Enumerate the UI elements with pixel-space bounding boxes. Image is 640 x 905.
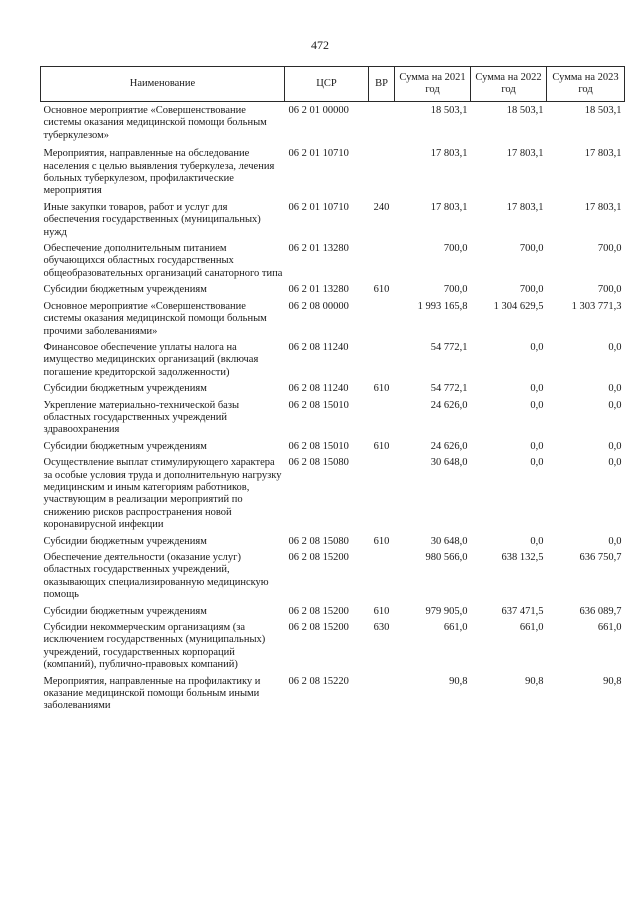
row-sum-2023: 636 750,7 xyxy=(579,552,622,563)
row-sum-2021: 661,0 xyxy=(443,622,468,634)
row-vr xyxy=(369,301,395,342)
header-name: Наименование xyxy=(41,67,285,102)
row-csr: 06 2 08 15010 xyxy=(288,399,349,411)
row-vr xyxy=(369,552,395,606)
row-sum-2022: 0,0 xyxy=(530,383,544,395)
row-sum-2023: 18 503,1 xyxy=(584,105,622,116)
row-csr: 06 2 08 15080 xyxy=(288,535,349,547)
row-vr xyxy=(369,243,395,284)
row-vr xyxy=(369,457,395,535)
table-row xyxy=(41,536,625,552)
row-sum-2022: 661,0 xyxy=(519,622,544,634)
table-row xyxy=(41,102,625,149)
row-sum-2022: 1 304 629,5 xyxy=(493,300,544,312)
row-sum-2023: 700,0 xyxy=(597,284,622,296)
row-sum-2021: 979 905,0 xyxy=(425,605,468,617)
row-sum-2022: 700,0 xyxy=(519,284,544,296)
table-row xyxy=(41,301,625,342)
table-row xyxy=(41,622,625,676)
header-vr: ВР xyxy=(369,67,395,102)
row-csr: 06 2 08 00000 xyxy=(288,300,349,312)
row-csr: 06 2 08 11240 xyxy=(288,341,349,353)
table-row xyxy=(41,457,625,535)
row-sum-2021: 54 772,1 xyxy=(430,341,468,353)
table-row xyxy=(41,441,625,457)
row-name: Субсидии бюджетным учреждениям xyxy=(43,284,207,296)
row-sum-2023: 1 303 771,3 xyxy=(571,300,622,312)
row-sum-2023: 661,0 xyxy=(597,622,622,634)
row-vr xyxy=(369,342,395,383)
table-row xyxy=(41,606,625,622)
row-sum-2021: 30 648,0 xyxy=(430,535,468,547)
row-name: Мероприятия, направленные на профилактику и оказание медицинской помощи больным иными заболеваниями xyxy=(43,675,261,712)
row-sum-2022: 0,0 xyxy=(530,535,544,547)
header-sum-2022: Сумма на 2022 год xyxy=(471,67,547,102)
row-csr: 06 2 01 13280 xyxy=(288,243,349,255)
row-name: Финансовое обеспечение уплаты налога на имущество медицинских организаций (включая погашение кредиторской задолженности) xyxy=(43,341,259,378)
row-vr: 610 xyxy=(373,440,390,452)
row-sum-2023: 17 803,1 xyxy=(584,201,622,213)
row-sum-2022: 17 803,1 xyxy=(506,201,544,213)
row-csr: 06 2 08 15200 xyxy=(288,622,349,634)
row-name: Основное мероприятие «Совершенствование системы оказания медицинской помощи больным туберкулезом» xyxy=(43,105,267,141)
row-csr: 06 2 08 15200 xyxy=(288,552,349,563)
row-sum-2023: 0,0 xyxy=(608,383,622,395)
row-name: Иные закупки товаров, работ и услуг для обеспечения государственных (муниципальных) нужд xyxy=(43,201,261,238)
row-vr: 610 xyxy=(373,605,390,617)
row-sum-2021: 1 993 165,8 xyxy=(417,300,468,312)
row-sum-2023: 0,0 xyxy=(608,535,622,547)
row-name: Обеспечение дополнительным питанием обучающихся областных государственных общеобразовательных организаций санаторного типа xyxy=(43,243,283,279)
row-sum-2021: 24 626,0 xyxy=(430,399,468,411)
row-csr: 06 2 01 10710 xyxy=(288,148,349,160)
table-row xyxy=(41,202,625,243)
row-sum-2021: 54 772,1 xyxy=(430,383,468,395)
table-row xyxy=(41,243,625,284)
table-row xyxy=(41,342,625,383)
table-row xyxy=(41,400,625,441)
table-row xyxy=(41,148,625,202)
row-sum-2022: 0,0 xyxy=(530,457,544,469)
row-sum-2023: 17 803,1 xyxy=(584,148,622,160)
row-sum-2021: 980 566,0 xyxy=(425,552,468,563)
row-vr xyxy=(369,676,395,721)
row-sum-2023: 636 089,7 xyxy=(579,605,622,617)
row-vr xyxy=(369,148,395,202)
row-sum-2021: 30 648,0 xyxy=(430,457,468,469)
row-sum-2023: 0,0 xyxy=(608,457,622,469)
row-sum-2023: 90,8 xyxy=(603,675,622,687)
row-name: Осуществление выплат стимулирующего характера за особые условия труда и дополнительную нагрузку медицинским и иным категориям работников, участвующим в реализации мероприятий по снижению рисков распространения новой коронавирусной инфекции xyxy=(43,457,282,531)
row-name: Основное мероприятие «Совершенствование системы оказания медицинской помощи больным прочими заболеваниями» xyxy=(43,300,267,337)
row-name: Укрепление материально-технической базы областных государственных учреждений здравоохранения xyxy=(43,399,240,436)
row-vr: 610 xyxy=(373,284,390,296)
row-sum-2023: 0,0 xyxy=(608,440,622,452)
row-sum-2022: 637 471,5 xyxy=(501,605,544,617)
row-name: Мероприятия, направленные на обследование населения с целью выявления туберкулеза, лечения больных туберкулезом, профилактические мероприятия xyxy=(43,148,275,197)
header-csr: ЦСР xyxy=(285,67,369,102)
row-sum-2022: 0,0 xyxy=(530,399,544,411)
row-csr: 06 2 01 00000 xyxy=(288,105,349,116)
row-csr: 06 2 08 15220 xyxy=(288,675,349,687)
table-body xyxy=(41,102,625,721)
page-number: 472 xyxy=(311,38,329,52)
row-csr: 06 2 01 10710 xyxy=(288,201,349,213)
row-sum-2022: 90,8 xyxy=(525,675,544,687)
row-sum-2022: 17 803,1 xyxy=(506,148,544,160)
row-csr: 06 2 08 15080 xyxy=(288,457,349,469)
row-sum-2022: 0,0 xyxy=(530,341,544,353)
row-vr xyxy=(369,102,395,149)
row-name: Субсидии некоммерческим организациям (за исключением государственных (муниципальных) учреждений, государственных корпораций (компаний), публично-правовых компаний) xyxy=(43,622,266,671)
row-sum-2022: 18 503,1 xyxy=(506,105,544,116)
row-name: Субсидии бюджетным учреждениям xyxy=(43,383,207,395)
table-row xyxy=(41,676,625,721)
row-name: Обеспечение деятельности (оказание услуг) областных государственных учреждений, оказывающих специализированную медицинскую помощь xyxy=(43,552,269,601)
table-row xyxy=(41,383,625,399)
row-sum-2021: 17 803,1 xyxy=(430,201,468,213)
row-sum-2021: 24 626,0 xyxy=(430,440,468,452)
row-sum-2022: 0,0 xyxy=(530,440,544,452)
row-csr: 06 2 08 15200 xyxy=(288,605,349,617)
row-vr: 610 xyxy=(373,535,390,547)
table-header-row xyxy=(41,67,625,102)
row-sum-2021: 700,0 xyxy=(443,243,468,255)
row-name: Субсидии бюджетным учреждениям xyxy=(43,440,207,452)
table-row xyxy=(41,552,625,606)
budget-table xyxy=(40,66,625,721)
row-vr: 630 xyxy=(373,622,390,634)
row-sum-2023: 0,0 xyxy=(608,341,622,353)
row-sum-2023: 700,0 xyxy=(597,243,622,255)
row-sum-2021: 18 503,1 xyxy=(430,105,468,116)
row-csr: 06 2 08 15010 xyxy=(288,440,349,452)
row-vr xyxy=(369,400,395,441)
row-sum-2021: 700,0 xyxy=(443,284,468,296)
row-sum-2022: 700,0 xyxy=(519,243,544,255)
row-vr: 610 xyxy=(373,383,390,395)
row-sum-2022: 638 132,5 xyxy=(501,552,544,563)
row-csr: 06 2 08 11240 xyxy=(288,383,349,395)
header-sum-2023: Сумма на 2023 год xyxy=(547,67,625,102)
row-vr: 240 xyxy=(373,201,390,213)
row-sum-2023: 0,0 xyxy=(608,399,622,411)
row-sum-2021: 90,8 xyxy=(449,675,468,687)
header-sum-2021: Сумма на 2021 год xyxy=(395,67,471,102)
row-csr: 06 2 01 13280 xyxy=(288,284,349,296)
row-name: Субсидии бюджетным учреждениям xyxy=(43,535,207,547)
row-sum-2021: 17 803,1 xyxy=(430,148,468,160)
row-name: Субсидии бюджетным учреждениям xyxy=(43,605,207,617)
table-row xyxy=(41,284,625,300)
